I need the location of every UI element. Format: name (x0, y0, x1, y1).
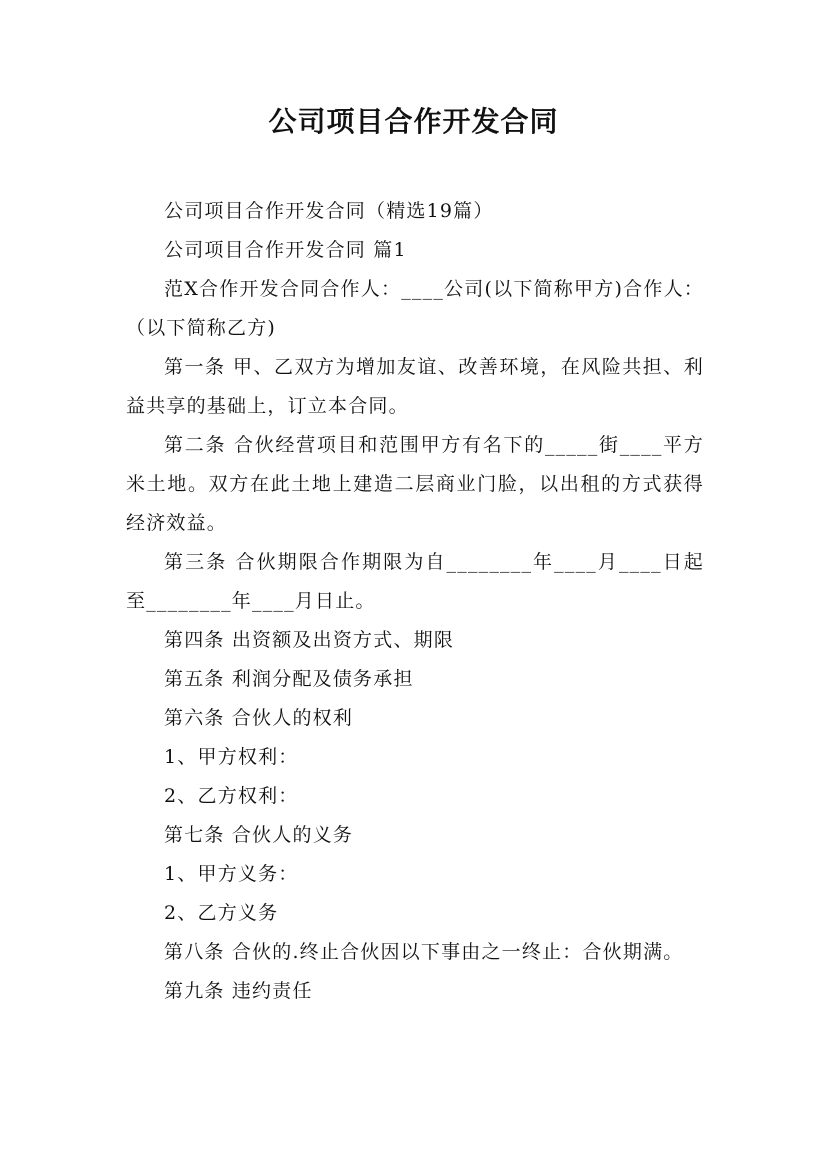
paragraph-party-a-duties: 1、甲方义务： (164, 863, 299, 885)
paragraph-parties: 范X合作开发合同合作人：____公司(以下简称甲方)合作人：（以下简称乙方) (126, 278, 704, 339)
paragraph-article-3: 第三条 合伙期限合作期限为自________年____月____日起至________年____月日止。 (126, 551, 704, 612)
paragraph-party-b-rights: 2、乙方权利： (164, 785, 299, 807)
paragraph-subtitle: 公司项目合作开发合同（精选19篇） (164, 200, 494, 222)
document-title: 公司项目合作开发合同 (268, 105, 559, 138)
paragraph-article-2: 第二条 合伙经营项目和范围甲方有名下的_____街____平方米土地。双方在此土地上建造二层商业门脸，以出租的方式获得经济效益。 (126, 434, 704, 534)
paragraph-article-9: 第九条 违约责任 (164, 980, 313, 1002)
paragraph-party-b-duties: 2、乙方义务 (164, 902, 279, 924)
paragraph-article-7: 第七条 合伙人的义务 (164, 824, 354, 846)
paragraph-section-heading: 公司项目合作开发合同 篇1 (164, 239, 407, 261)
document-body (126, 192, 704, 1011)
paragraph-article-1: 第一条 甲、乙双方为增加友谊、改善环境，在风险共担、利益共享的基础上，订立本合同。 (126, 356, 704, 417)
paragraph-party-a-rights: 1、甲方权利： (164, 746, 299, 768)
paragraph-article-8: 第八条 合伙的.终止合伙因以下事由之一终止：合伙期满。 (164, 941, 684, 963)
paragraph-article-5: 第五条 利润分配及债务承担 (164, 668, 414, 690)
paragraph-article-6: 第六条 合伙人的权利 (164, 707, 354, 729)
paragraph-article-4: 第四条 出资额及出资方式、期限 (164, 629, 455, 651)
